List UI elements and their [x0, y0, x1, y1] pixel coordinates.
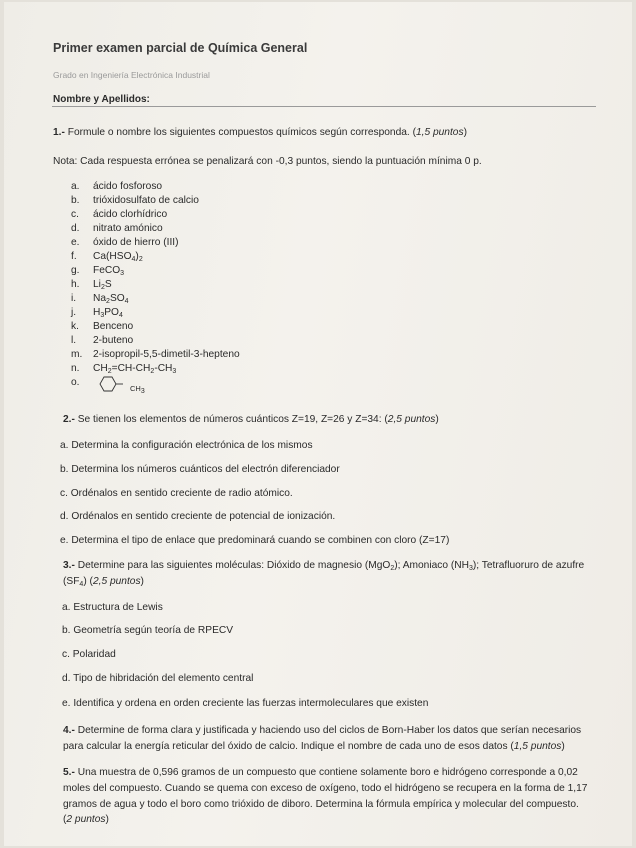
formula-subscript: 3	[100, 312, 105, 319]
question-3-a: a. Estructura de Lewis	[62, 602, 163, 613]
question-1-points: 1,5 puntos	[415, 127, 464, 138]
exam-page	[4, 2, 632, 846]
list-item	[71, 292, 129, 305]
question-3-text: (SF	[63, 576, 80, 587]
item-marker: l.	[71, 335, 77, 346]
list-item	[71, 320, 133, 333]
question-5-open: (	[63, 814, 67, 825]
question-4-line-1	[63, 724, 581, 737]
formula-subscript: 2	[390, 565, 395, 572]
name-label: Nombre y Apellidos:	[53, 94, 150, 105]
item-text: trióxidosulfato de calcio	[93, 195, 199, 206]
question-4-text: para calcular la energía reticular del óxido de calcio. Indique el nombre de cada uno de esos datos (	[63, 741, 514, 752]
formula-part: )	[135, 251, 139, 262]
formula-subscript: 3	[468, 565, 473, 572]
question-2-b: b. Determina los números cuánticos del electrón diferenciador	[60, 464, 340, 475]
formula-subscript: 3	[172, 368, 177, 375]
formula-part: H	[93, 307, 101, 318]
question-3-c: c. Polaridad	[62, 649, 116, 660]
item-marker: g.	[71, 265, 80, 276]
question-3-b: b. Geometría según teoría de RPECV	[62, 625, 234, 636]
question-4-points: 1,5 puntos	[513, 741, 562, 752]
question-2-points: 2,5 puntos	[387, 414, 436, 425]
exam-title: Primer examen parcial de Química General	[53, 41, 308, 55]
question-5-close: )	[105, 814, 109, 825]
methyl-label	[130, 382, 145, 395]
question-4-text: Determine de forma clara y justificada y haciendo uso del ciclos de Born-Haber los datos que serían necesarios	[77, 725, 582, 736]
question-2-number: 2.-	[63, 414, 75, 425]
question-1-number: 1.-	[53, 127, 65, 138]
formula-part: Ca(HSO	[93, 251, 132, 262]
methyl-label-text: CH	[130, 384, 141, 393]
list-item	[71, 208, 167, 221]
item-text: óxido de hierro (III)	[93, 237, 179, 248]
list-item	[71, 222, 163, 235]
formula-subscript: 2	[106, 298, 110, 305]
item-marker: f.	[71, 251, 77, 262]
formula-subscript: 3	[120, 270, 125, 277]
item-text: 2-isopropil-5,5-dimetil-3-hepteno	[93, 349, 240, 360]
question-2-text: Se tienen los elementos de números cuánticos Z=19, Z=26 y Z=34: (	[77, 414, 388, 425]
item-text: ácido fosforoso	[93, 181, 163, 192]
question-3-text: ) (	[83, 576, 93, 587]
item-marker: b.	[71, 195, 80, 206]
item-marker: m.	[71, 349, 83, 360]
item-marker: k.	[71, 321, 79, 332]
question-2	[63, 413, 439, 426]
question-4-line-2	[63, 740, 565, 753]
list-item	[71, 334, 133, 347]
formula-subscript: 2	[107, 368, 112, 375]
methylcyclohexane-structure	[97, 374, 127, 398]
question-3-points: 2,5 puntos	[92, 576, 141, 587]
question-2-close: )	[435, 414, 439, 425]
item-marker: d.	[71, 223, 80, 234]
name-underline	[52, 106, 596, 107]
question-5-line-3: gramos de agua y todo el boro como trióxido de diboro. Determina la fórmula empírica y molecular del compuesto.	[63, 799, 579, 810]
item-marker: i.	[71, 293, 77, 304]
formula-subscript: 4	[79, 581, 84, 588]
question-2-c: c. Ordénalos en sentido creciente de radio atómico.	[60, 488, 293, 499]
formula-subscript: 2	[100, 284, 105, 291]
formula-part: FeCO	[93, 265, 121, 276]
list-item	[71, 376, 93, 389]
item-marker: o.	[71, 377, 80, 388]
formula-part: -CH	[154, 363, 173, 374]
question-3-e: e. Identifica y ordena en orden creciente las fuerzas intermoleculares que existen	[62, 698, 429, 709]
question-5-number: 5.-	[63, 767, 75, 778]
formula-subscript: 4	[131, 256, 136, 263]
formula-part: PO	[104, 307, 119, 318]
list-item	[71, 236, 179, 249]
formula-subscript: 4	[124, 298, 129, 305]
formula-part: =CH-CH	[111, 363, 151, 374]
exam-subtitle: Grado en Ingeniería Electrónica Industrial	[53, 70, 210, 80]
list-item	[71, 278, 112, 291]
item-text: Benceno	[93, 321, 134, 332]
question-3-number: 3.-	[63, 560, 75, 571]
formula-subscript: 2	[138, 256, 143, 263]
item-marker: a.	[71, 181, 80, 192]
list-item	[71, 194, 199, 207]
question-1-close: )	[463, 127, 467, 138]
question-2-e: e. Determina el tipo de enlace que predominará cuando se combinen con cloro (Z=17)	[60, 535, 450, 546]
formula-part: Li	[93, 279, 101, 290]
question-5-points: 2 puntos	[66, 814, 106, 825]
item-text: 2-buteno	[93, 335, 134, 346]
question-1	[53, 126, 467, 139]
formula-part: SO	[109, 293, 125, 304]
list-item	[71, 264, 124, 277]
list-item	[71, 306, 123, 319]
methyl-label-subscript: 3	[140, 388, 145, 395]
question-4-close: )	[561, 741, 565, 752]
list-item	[71, 180, 162, 193]
question-3-text: ); Tetrafluoruro de azufre	[472, 560, 585, 571]
question-5-line-4	[63, 813, 109, 826]
list-item	[71, 250, 143, 263]
formula-part: Na	[93, 293, 107, 304]
question-3-d: d. Tipo de hibridación del elemento central	[62, 673, 254, 684]
formula-part: CH	[93, 363, 108, 374]
question-3-line-1	[63, 559, 584, 572]
question-1-text: Formule o nombre los siguientes compuestos químicos según corresponda. (	[67, 127, 416, 138]
question-5-line-1	[63, 766, 578, 779]
item-marker: n.	[71, 363, 80, 374]
item-text: nitrato amónico	[93, 223, 163, 234]
question-3-text: ); Amoniaco (NH	[394, 560, 469, 571]
formula-subscript: 4	[119, 312, 123, 319]
formula-subscript: 2	[150, 368, 155, 375]
item-text: ácido clorhídrico	[93, 209, 168, 220]
question-4-number: 4.-	[63, 725, 75, 736]
question-3-text: Determine para las siguientes moléculas: Dióxido de magnesio (MgO	[77, 560, 391, 571]
cyclohexane-ring	[100, 377, 116, 391]
item-marker: c.	[71, 209, 79, 220]
item-marker: j.	[71, 307, 77, 318]
item-marker: h.	[71, 279, 80, 290]
question-5-text: Una muestra de 0,596 gramos de un compuesto que contiene solamente boro e hidrógeno corresponde a 0,02	[77, 767, 578, 778]
question-3-close: )	[140, 576, 144, 587]
list-item	[71, 348, 240, 361]
question-5-line-2: moles del compuesto. Cuando se quema con exceso de oxígeno, todo el hidrógeno se recupera en la forma de 1,17	[63, 783, 588, 794]
formula-part: S	[104, 279, 112, 290]
question-2-a: a. Determina la configuración electrónica de los mismos	[60, 440, 313, 451]
question-2-d: d. Ordénalos en sentido creciente de potencial de ionización.	[60, 511, 336, 522]
item-marker: e.	[71, 237, 80, 248]
question-3-line-2	[63, 575, 144, 588]
question-1-note: Nota: Cada respuesta errónea se penalizará con -0,3 puntos, siendo la puntuación mínima 0 p.	[53, 156, 482, 167]
